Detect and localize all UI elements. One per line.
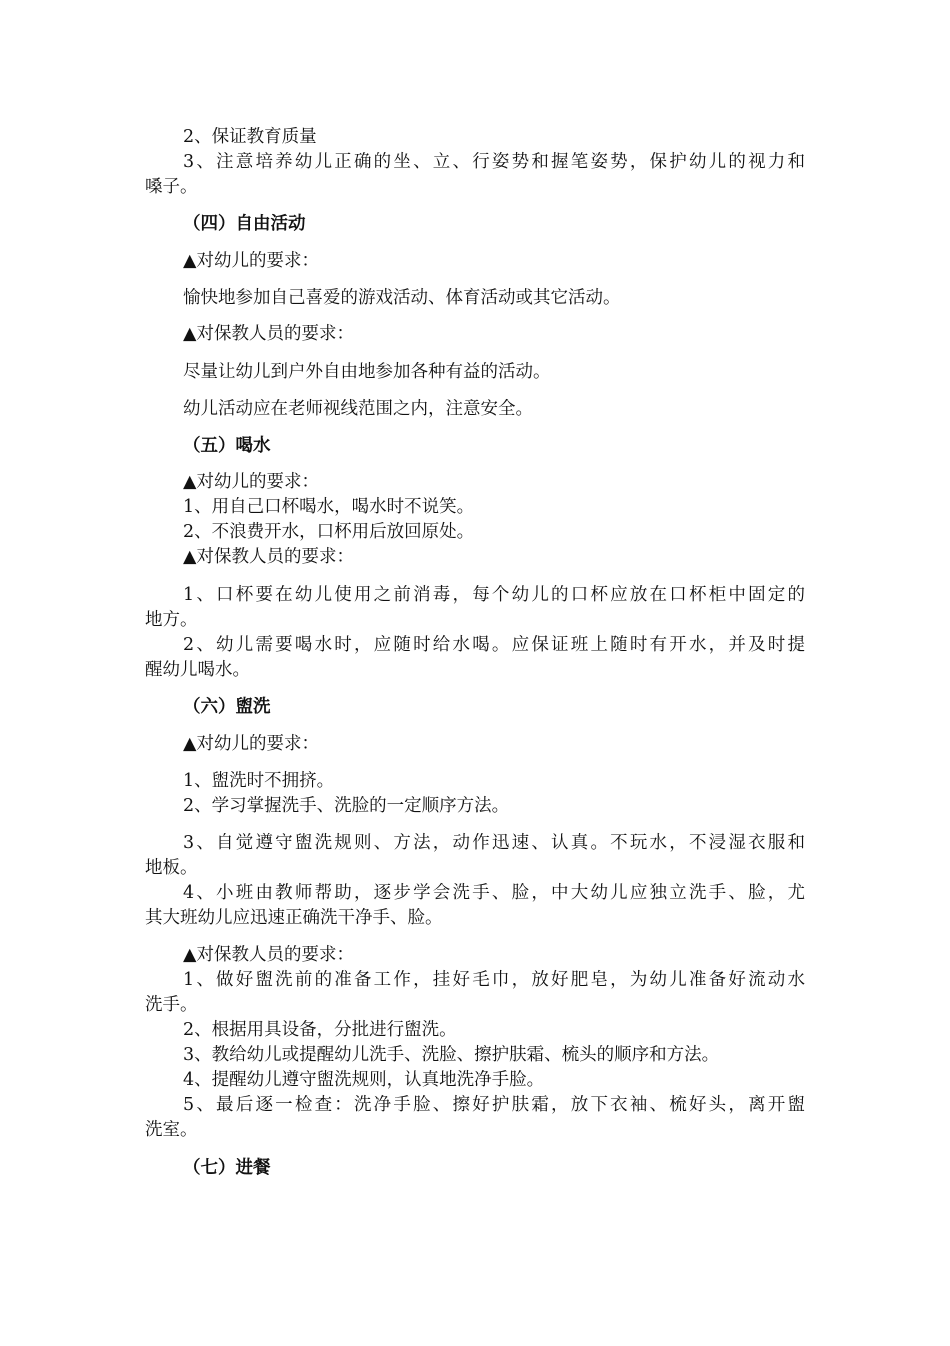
paragraph-line: 幼儿活动应在老师视线范围之内，注意安全。 (183, 399, 533, 419)
paragraph-line: ▲对保教人员的要求： (183, 547, 354, 567)
section-heading-5: （五）喝水 (183, 436, 271, 456)
paragraph-line: 其大班幼儿应迅速正确洗干净手、脸。 (145, 908, 443, 928)
paragraph-line: ▲对保教人员的要求： (183, 945, 354, 965)
paragraph-line: 1、盥洗时不拥挤。 (183, 771, 335, 791)
paragraph-line: ▲对幼儿的要求： (183, 251, 319, 271)
paragraph-line: 嗓子。 (145, 177, 198, 197)
paragraph-line: 3、自觉遵守盥洗规则、方法，动作迅速、认真。不玩水，不浸湿衣服和 (183, 833, 805, 853)
paragraph-line: 愉快地参加自己喜爱的游戏活动、体育活动或其它活动。 (183, 288, 621, 308)
paragraph-line: 2、根据用具设备，分批进行盥洗。 (183, 1020, 457, 1040)
paragraph-line: 1、做好盥洗前的准备工作，挂好毛巾，放好肥皂，为幼儿准备好流动水 (183, 970, 805, 990)
paragraph-line: 洗室。 (145, 1120, 198, 1140)
paragraph-line: 醒幼儿喝水。 (145, 660, 250, 680)
paragraph-line: 3、注意培养幼儿正确的坐、立、行姿势和握笔姿势，保护幼儿的视力和 (183, 152, 805, 172)
section-heading-4: （四）自由活动 (183, 214, 306, 234)
paragraph-line: 地方。 (145, 610, 198, 630)
paragraph-line: 4、提醒幼儿遵守盥洗规则，认真地洗净手脸。 (183, 1070, 545, 1090)
paragraph-line: 洗手。 (145, 995, 198, 1015)
section-heading-7: （七）进餐 (183, 1158, 271, 1178)
paragraph-line: 2、保证教育质量 (183, 127, 317, 147)
paragraph-line: 1、用自己口杯喝水，喝水时不说笑。 (183, 497, 475, 517)
paragraph-line: 4、小班由教师帮助，逐步学会洗手、脸，中大幼儿应独立洗手、脸，尤 (183, 883, 805, 903)
paragraph-line: ▲对幼儿的要求： (183, 734, 319, 754)
paragraph-line: 2、学习掌握洗手、洗脸的一定顺序方法。 (183, 796, 510, 816)
paragraph-line: 2、幼儿需要喝水时，应随时给水喝。应保证班上随时有开水，并及时提 (183, 635, 805, 655)
section-heading-6: （六）盥洗 (183, 697, 271, 717)
paragraph-line: 1、口杯要在幼儿使用之前消毒，每个幼儿的口杯应放在口杯柜中固定的 (183, 585, 805, 605)
paragraph-line: 3、教给幼儿或提醒幼儿洗手、洗脸、擦护肤霜、梳头的顺序和方法。 (183, 1045, 720, 1065)
paragraph-line: 5、最后逐一检查：洗净手脸、擦好护肤霜，放下衣袖、梳好头，离开盥 (183, 1095, 805, 1115)
paragraph-line: ▲对幼儿的要求： (183, 472, 319, 492)
paragraph-line: 2、不浪费开水，口杯用后放回原处。 (183, 522, 475, 542)
paragraph-line: 尽量让幼儿到户外自由地参加各种有益的活动。 (183, 362, 551, 382)
paragraph-line: ▲对保教人员的要求： (183, 324, 354, 344)
paragraph-line: 地板。 (145, 858, 198, 878)
